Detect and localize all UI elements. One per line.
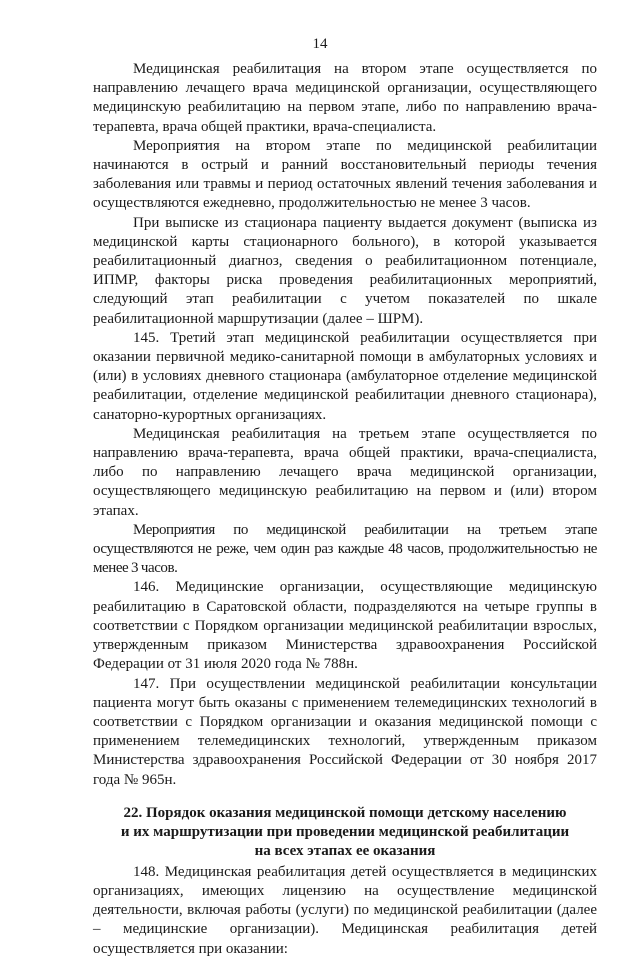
paragraph-147: 147. При осуществлении медицинской реабилитации консультации пациента могут быть оказаны с применением телемедицинских технологий в соответствии с Порядком организации и оказания медицинской помощи с применением телемедицинских технологий, утвержденным приказом Министерства здравоохранения Российской Федерации от 30 ноября 2017 года № 965н.	[93, 675, 597, 788]
paragraph: Мероприятия на втором этапе по медицинской реабилитации начинаются в острый и ранний восстановительный периоды течения заболевания или травмы и период остаточных явлений течения заболевания и осуществляются ежедневно, продолжительностью не менее 3 часов.	[93, 137, 597, 212]
paragraph: Мероприятия по медицинской реабилитации на третьем этапе осуществляются не реже, чем один раз каждые 48 часов, продолжительностью не менее 3 часов.	[93, 521, 597, 577]
section-heading-line: 22. Порядок оказания медицинской помощи детскому населению	[123, 804, 567, 821]
page-number: 14	[312, 36, 328, 52]
paragraph-145: 145. Третий этап медицинской реабилитации осуществляется при оказании первичной медико-санитарной помощи в амбулаторных условиях и (или) в условиях дневного стационара (амбулаторное отделение медицинской реабилитации, отделение медицинской реабилитации дневного стационара), санаторно-курортных организациях.	[93, 329, 597, 423]
section-heading	[93, 804, 597, 861]
paragraph: Медицинская реабилитация на третьем этапе осуществляется по направлению врача-терапевта, врача общей практики, врача-специалиста, либо по направлению лечащего врача медицинской организации, осуществляющего медицинскую реабилитацию на первом и (или) втором этапах.	[93, 425, 597, 519]
paragraph: Медицинская реабилитация на втором этапе осуществляется по направлению лечащего врача медицинской организации, осуществляющего медицинскую реабилитацию на первом этапе, либо по направлению врача-терапевта, врача общей практики, врача-специалиста.	[93, 61, 597, 135]
document-body	[93, 60, 597, 959]
paragraph-148: 148. Медицинская реабилитация детей осуществляется в медицинских организациях, имеющих лицензию на осуществление медицинской деятельности, включая работы (услуги) по медицинской реабилитации (далее – медицинские организации). Медицинская реабилитация детей осуществляется при оказании:	[93, 863, 597, 957]
paragraph-146: 146. Медицинские организации, осуществляющие медицинскую реабилитацию в Саратовской области, подразделяются на четыре группы в соответствии с Порядком организации медицинской реабилитации взрослых, утвержденным приказом Министерства здравоохранения Российской Федерации от 31 июля 2020 года № 788н.	[93, 579, 597, 673]
section-heading-line: на всех этапах ее оказания	[254, 842, 436, 859]
paragraph: При выписке из стационара пациенту выдается документ (выписка из медицинской карты стационарного больного), в которой указывается реабилитационный диагноз, сведения о реабилитационном потенциале, ИПМР, факторы риска проведения реабилитационных мероприятий, следующий этап реабилитации с учетом показателей по шкале реабилитационной маршрутизации (далее – ШРМ).	[93, 214, 597, 327]
section-heading-line: и их маршрутизации при проведении медицинской реабилитации	[120, 823, 570, 840]
